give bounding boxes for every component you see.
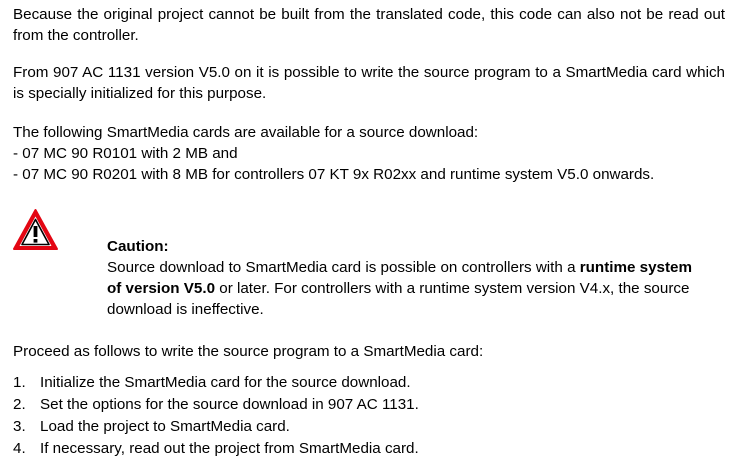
paragraph-translated-code: Because the original project cannot be built from the translated code, this code can also not be read out from the controller. <box>13 6 725 44</box>
warning-triangle-icon <box>12 208 59 252</box>
caution-title: Caution: <box>107 238 169 255</box>
caution-text-bold: runtime system of version V5.0 <box>107 259 692 297</box>
paragraph-smartmedia-cards <box>13 122 725 185</box>
procedure-steps-list <box>13 372 419 460</box>
caution-text-start: Source download to SmartMedia card is possible on controllers with a <box>107 259 580 276</box>
list-item <box>13 416 419 437</box>
step-text: Initialize the SmartMedia card for the source download. <box>40 374 411 391</box>
step-number: 4. <box>13 440 26 457</box>
caution-text <box>107 257 697 320</box>
list-item <box>13 394 419 415</box>
cards-intro: The following SmartMedia cards are available for a source download: <box>13 124 479 141</box>
paragraph-source-program: From 907 AC 1131 version V5.0 on it is possible to write the source program to a SmartMedia card which is specially initialized for this purpose. <box>13 64 725 102</box>
list-item <box>13 438 419 459</box>
step-text: Set the options for the source download in 907 AC 1131. <box>40 396 419 413</box>
step-number: 2. <box>13 396 26 413</box>
caution-text-end: or later. For controllers with a runtime system version V4.x, the source download is ineffective. <box>107 280 690 318</box>
card-item-r0201: - 07 MC 90 R0201 with 8 MB for controllers 07 KT 9x R02xx and runtime system V5.0 onwards. <box>13 166 655 183</box>
step-number: 3. <box>13 418 26 435</box>
caution-notice <box>107 236 697 320</box>
step-number: 1. <box>13 374 26 391</box>
list-item <box>13 372 419 393</box>
card-item-r0101: - 07 MC 90 R0101 with 2 MB and <box>13 145 238 162</box>
step-text: Load the project to SmartMedia card. <box>40 418 290 435</box>
step-text: If necessary, read out the project from SmartMedia card. <box>40 440 419 457</box>
paragraph-procedure-intro: Proceed as follows to write the source program to a SmartMedia card: <box>13 343 484 360</box>
